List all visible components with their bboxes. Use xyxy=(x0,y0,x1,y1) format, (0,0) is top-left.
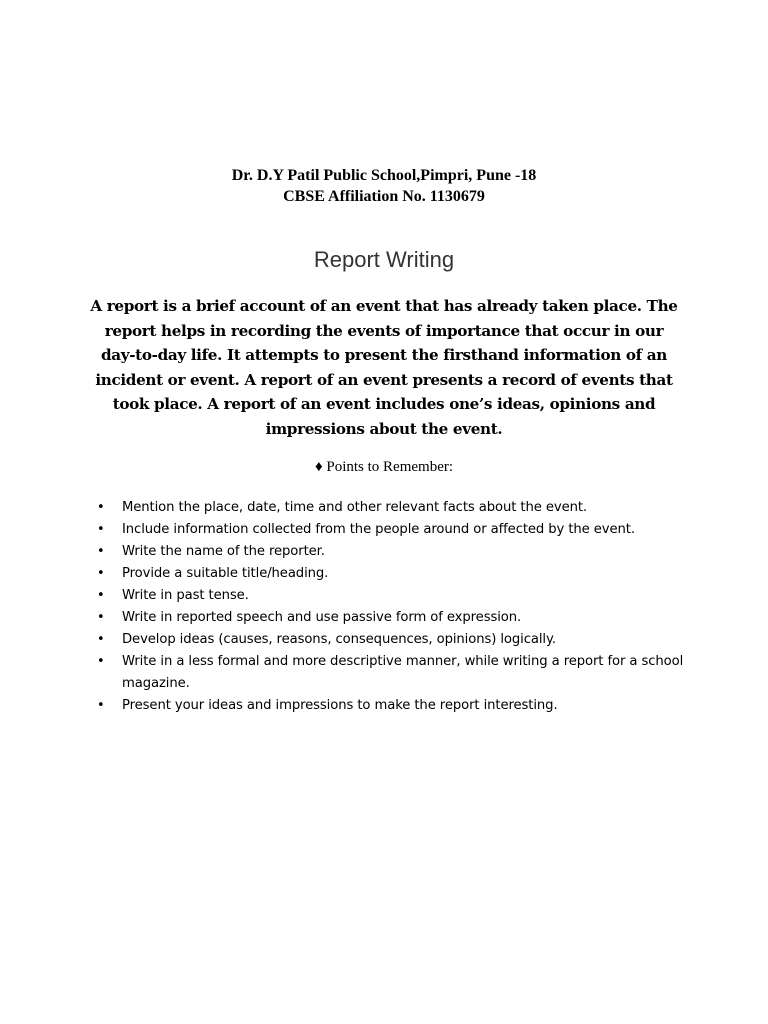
school-header xyxy=(0,165,768,207)
list-item-text: Provide a suitable title/heading. xyxy=(122,566,329,581)
list-item xyxy=(95,695,685,717)
list-item-text: Present your ideas and impressions to make the report interesting. xyxy=(122,698,558,713)
bullet-icon: • xyxy=(97,522,105,537)
list-item xyxy=(95,563,685,585)
list-item-text: Write in reported speech and use passive form of expression. xyxy=(122,610,522,625)
list-item-text: Include information collected from the people around or affected by the event. xyxy=(122,522,635,537)
list-item xyxy=(95,541,685,563)
bullet-icon: • xyxy=(97,632,105,647)
list-item xyxy=(95,607,685,629)
list-item xyxy=(95,651,685,695)
list-item-text: Write the name of the reporter. xyxy=(122,544,325,559)
bullet-icon: • xyxy=(97,698,105,713)
bullet-icon: • xyxy=(97,544,105,559)
page-title: Report Writing xyxy=(313,247,455,272)
school-name: Dr. D.Y Patil Public School,Pimpri, Pune -18 xyxy=(231,167,537,184)
points-list xyxy=(95,497,685,717)
list-item-text: Develop ideas (causes, reasons, consequences, opinions) logically. xyxy=(122,632,556,647)
list-item-text: Mention the place, date, time and other relevant facts about the event. xyxy=(122,500,587,515)
list-item xyxy=(95,519,685,541)
bullet-icon: • xyxy=(97,500,105,515)
bullet-icon: • xyxy=(97,654,105,669)
list-item-text: Write in a less formal and more descriptive manner, while writing a report for a school magazine. xyxy=(122,654,684,691)
list-item-text: Write in past tense. xyxy=(122,588,249,603)
affiliation-number: CBSE Affiliation No. 1130679 xyxy=(283,188,485,205)
bullet-icon: • xyxy=(97,588,105,603)
list-item xyxy=(95,497,685,519)
bullet-icon: • xyxy=(97,610,105,625)
intro-paragraph: A report is a brief account of an event that has already taken place. The report helps in recording the events of importance that occur in our day-to-day life. It attempts to present the firsthand information of an incident or event. A report of an event presents a record of events that took place. A report of an event includes one’s ideas, opinions and impressions about the event. xyxy=(90,297,678,438)
list-item xyxy=(95,629,685,651)
points-heading: ♦ Points to Remember: xyxy=(314,459,454,475)
bullet-icon: • xyxy=(97,566,105,581)
list-item xyxy=(95,585,685,607)
